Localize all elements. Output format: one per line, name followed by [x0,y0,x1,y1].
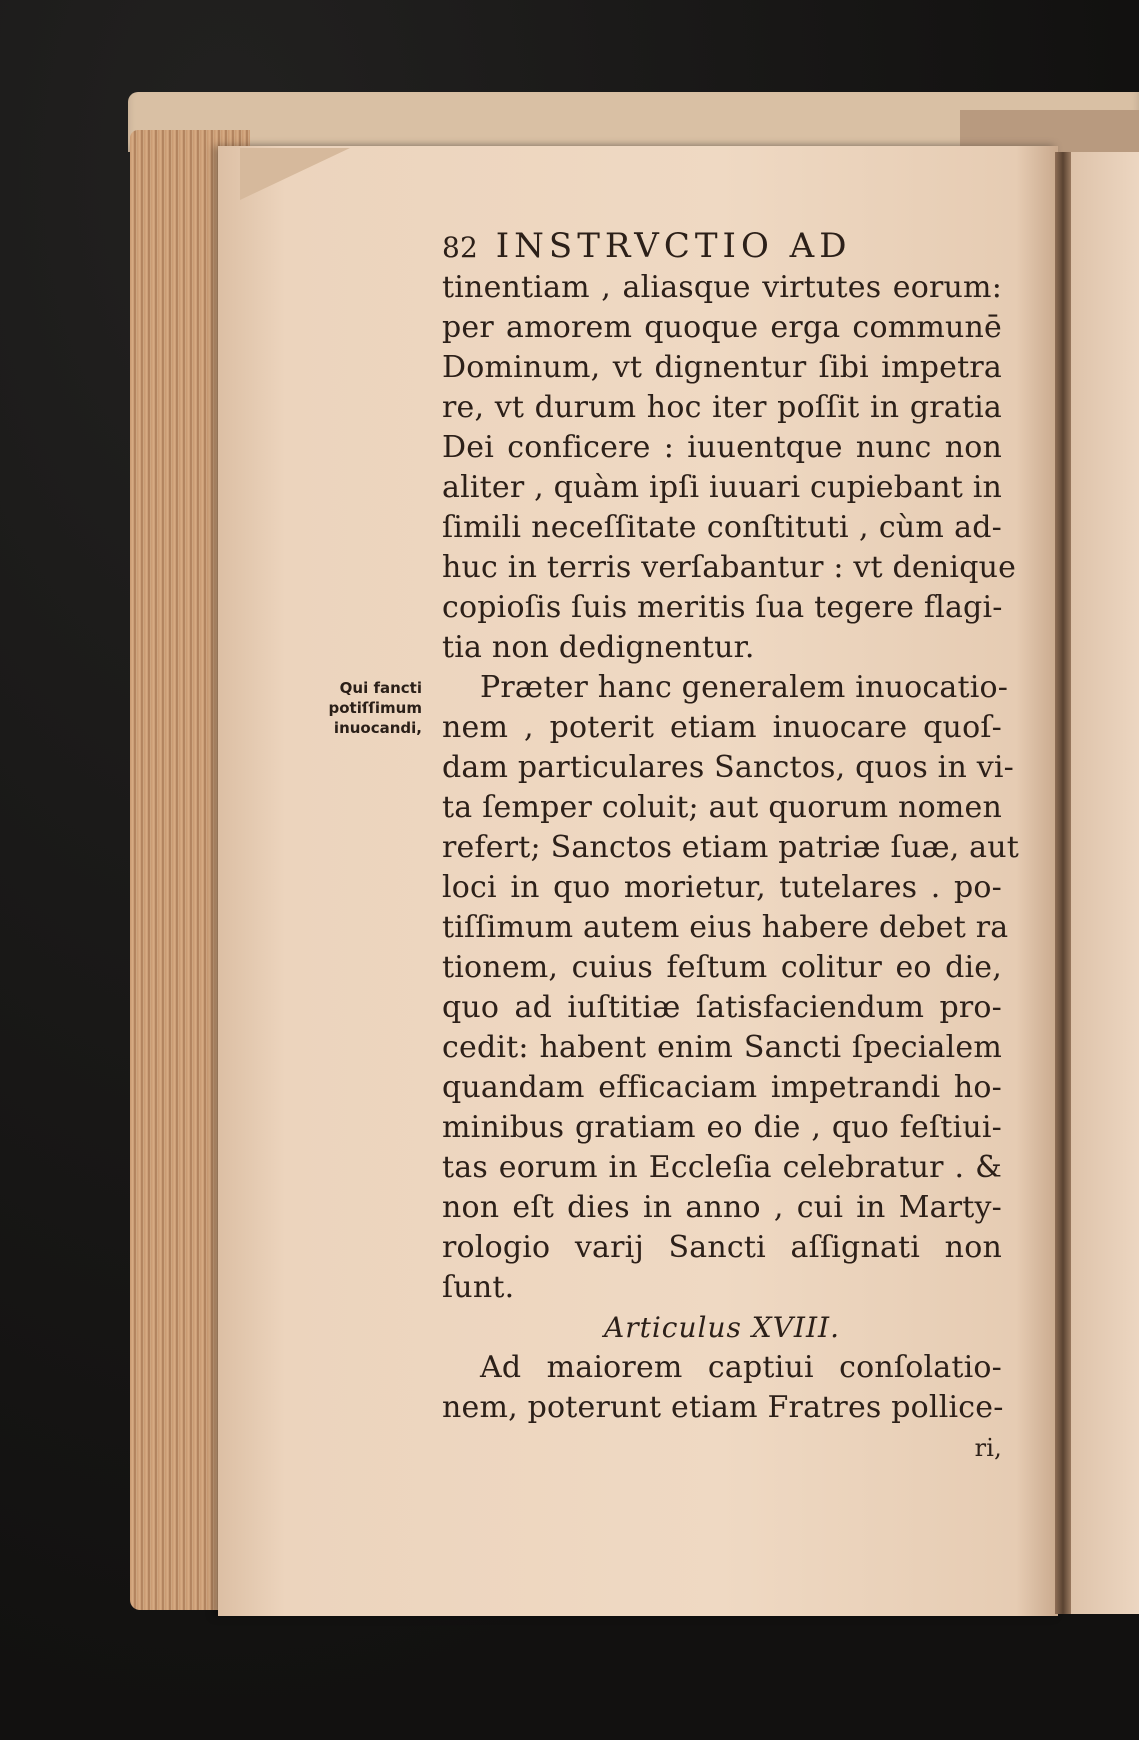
text-line: ſunt. [442,1270,515,1305]
text-line: cedit: habent enim Sancti ſpecialem [442,1030,1002,1065]
text-line: ta ſemper coluit; aut quorum nomen [442,790,1002,825]
text-line: nem , poterit etiam inuocare quoſ- [442,710,1002,745]
article-heading: Articulus XVIII. [603,1311,841,1344]
right-page-edge [1071,152,1139,1614]
text-line: loci in quo morietur, tutelares . po- [442,870,1002,905]
text-line: tia non dedignentur. [442,630,755,665]
text-line: Dominum, vt dignentur ſibi impetra [442,350,1002,385]
page-corner-fold [240,148,350,200]
text-line: tionem, cuius feſtum colitur eo die, [442,950,1002,985]
text-line: per amorem quoque erga communē [442,310,1002,345]
text-line: tiſſimum autem eius habere debet ra [442,910,1009,945]
marginal-note-line: inuocandi, [333,719,422,737]
marginal-note-line: Qui fancti [339,679,422,697]
text-line: nem, poterunt etiam Fratres pollice- [442,1390,1004,1425]
text-line: refert; Sanctos etiam patriæ ſuæ, aut [442,830,1020,865]
marginal-note-line: potiſſimum [328,699,422,717]
page-header [442,226,1002,268]
text-line: dam particulares Sanctos, quos in vi- [442,750,1014,785]
text-line: non eſt dies in anno , cui in Marty- [442,1190,1002,1225]
text-line: Ad maiorem captiui conſolatio- [480,1350,1002,1385]
text-line: ſimili neceſſitate conſtituti , cùm ad- [442,510,1002,545]
marginal-note [282,678,422,738]
text-line: tinentiam , aliasque virtutes eorum: [442,270,1002,305]
text-line: quo ad iuſtitiæ ſatisfaciendum pro- [442,990,1002,1025]
book-gutter [1055,152,1071,1614]
text-line: Dei conficere : iuuentque nunc non [442,430,1002,465]
catchword: ri, [974,1434,1002,1462]
running-head: INSTRVCTIO AD [495,226,852,266]
text-line: minibus gratiam eo die , quo feſtiui- [442,1110,1002,1145]
text-line: huc in terris verſabantur : vt denique [442,550,1017,585]
page-number: 82 [442,231,479,264]
text-line: Præter hanc generalem inuocatio- [480,670,1009,705]
text-line: aliter , quàm ipſi iuuari cupiebant in [442,470,1003,505]
text-line: copioſis ſuis meritis ſua tegere flagi- [442,590,1003,625]
text-line: tas eorum in Eccleſia celebratur . & [442,1150,1002,1185]
text-line: quandam efficaciam impetrandi ho- [442,1070,1002,1105]
page-text [442,226,1020,1468]
text-line: rologio varij Sancti aſſignati non [442,1230,1002,1265]
text-line: re, vt durum hoc iter poſſit in gratia [442,390,1002,425]
